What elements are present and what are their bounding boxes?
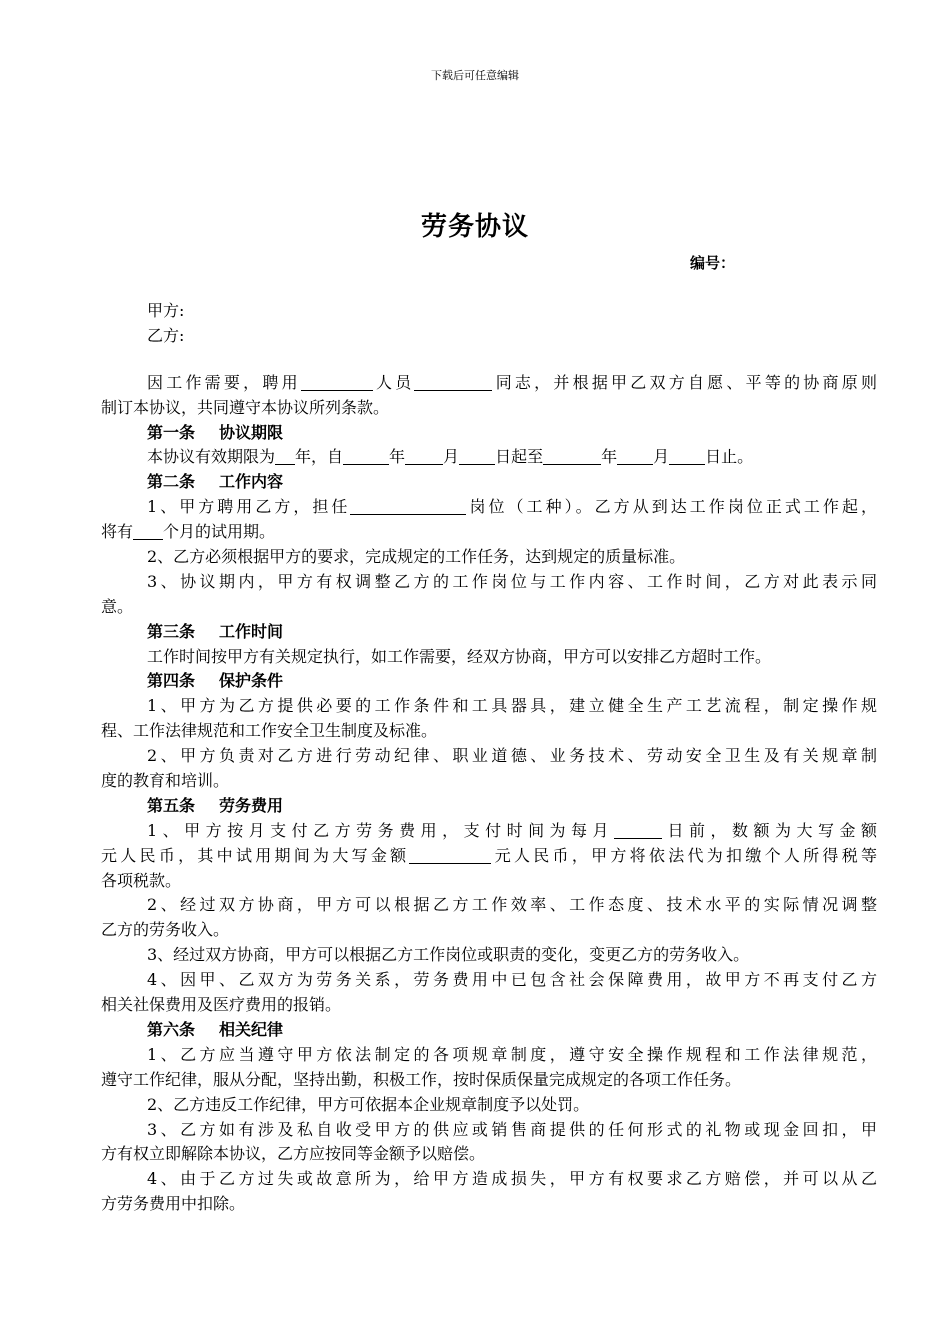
article-4-item-2: 2、甲方负责对乙方进行劳动纪律、职业道德、业务技术、劳动安全卫生及有关规章制 (147, 746, 877, 766)
blank-field[interactable] (405, 449, 443, 465)
article-2-item-1-cont: 将有 个月的试用期。 (101, 522, 276, 542)
article-5-item-2: 2、经过双方协商，甲方可以根据乙方工作效率、工作态度、技术水平的实际情况调整 (147, 895, 877, 915)
blank-field[interactable] (301, 375, 373, 391)
article-2-heading: 第二条 工作内容 (147, 472, 284, 492)
blank-field[interactable] (543, 449, 601, 465)
intro-text: 同志，并根据甲乙双方自愿、平等的协商原则 (492, 372, 877, 392)
blank-field[interactable] (275, 449, 295, 465)
article-6-item-3: 3、乙方如有涉及私自收受甲方的供应或销售商提供的任何形式的礼物或现金回扣，甲 (147, 1119, 877, 1139)
article-4-item-1: 1、甲方为乙方提供必要的工作条件和工具器具，建立健全生产工艺流程，制定操作规 (147, 696, 877, 716)
blank-field[interactable] (350, 499, 466, 515)
article-4-item-1-cont: 程、工作法律规范和工作安全卫生制度及标准。 (101, 721, 438, 741)
blank-field[interactable] (614, 823, 662, 839)
article-5-item-3: 3、经过双方协商，甲方可以根据乙方工作岗位或职责的变化，变更乙方的劳务收入。 (147, 945, 750, 965)
blank-field[interactable] (669, 449, 705, 465)
article-5-item-1: 1、甲方按月支付乙方劳务费用，支付时间为每月 日前，数额为大写金额 (147, 820, 877, 840)
blank-field[interactable] (459, 449, 495, 465)
article-2-item-1: 1、甲方聘用乙方，担任 岗位（工种）。乙方从到达工作岗位正式工作起， (147, 497, 877, 517)
article-2-item-2: 2、乙方必须根据甲方的要求，完成规定的工作任务，达到规定的质量标准。 (147, 547, 686, 567)
article-6-item-2: 2、乙方违反工作纪律，甲方可依据本企业规章制度予以处罚。 (147, 1094, 590, 1114)
document-number-label: 编号： (690, 254, 736, 272)
agreement-body (101, 299, 877, 1217)
article-3-text: 工作时间按甲方有关规定执行，如工作需要，经双方协商，甲方可以安排乙方超时工作。 (147, 646, 772, 666)
article-5-item-2-cont: 乙方的劳务收入。 (101, 920, 230, 940)
article-5-heading: 第五条 劳务费用 (147, 795, 284, 815)
article-6-item-3-cont: 方有权立即解除本协议，乙方应按同等金额予以赔偿。 (101, 1144, 486, 1164)
article-3-heading: 第三条 工作时间 (147, 621, 284, 641)
article-5-item-1-cont2: 各项税款。 (101, 870, 182, 890)
intro-text: 人员 (372, 372, 415, 392)
party-a: 甲方: (147, 301, 185, 320)
header-note: 下载后可任意编辑 (431, 69, 519, 82)
article-6-heading: 第六条 相关纪律 (147, 1019, 284, 1039)
article-6-item-4: 4、由于乙方过失或故意所为，给甲方造成损失，甲方有权要求乙方赔偿，并可以从乙 (147, 1169, 877, 1189)
intro-line-1 (101, 371, 877, 396)
intro-text: 因工作需要，聘用 (147, 372, 301, 392)
article-6-item-4-cont: 方劳务费用中扣除。 (101, 1194, 246, 1214)
blank-field[interactable] (409, 848, 491, 864)
intro-line-2: 制订本协议，共同遵守本协议所列条款。 (101, 397, 390, 417)
article-6-item-1: 1、乙方应当遵守甲方依法制定的各项规章制度，遵守安全操作规程和工作法律规范， (147, 1044, 877, 1064)
blank-field[interactable] (414, 375, 492, 391)
article-2-item-3-cont: 意。 (101, 596, 134, 616)
document-title: 劳务协议 (420, 212, 529, 242)
article-1-text: 本协议有效期限为 年，自 年 月 日起至 年 月 日止。 (147, 447, 754, 467)
blank-field[interactable] (343, 449, 389, 465)
article-4-heading: 第四条 保护条件 (147, 671, 284, 691)
article-5-item-1-cont: 元人民币，其中试用期间为大写金额 元人民币，甲方将依法代为扣缴个人所得税等 (101, 845, 877, 865)
article-2-item-3: 3、协议期内，甲方有权调整乙方的工作岗位与工作内容、工作时间，乙方对此表示同 (147, 571, 877, 591)
blank-field[interactable] (617, 449, 653, 465)
blank-field[interactable] (133, 524, 163, 540)
article-5-item-4: 4、因甲、乙双方为劳务关系，劳务费用中已包含社会保障费用，故甲方不再支付乙方 (147, 970, 877, 990)
party-b: 乙方: (147, 325, 185, 345)
article-6-item-1-cont: 遵守工作纪律，服从分配，坚持出勤，积极工作，按时保质保量完成规定的各项工作任务。 (101, 1069, 742, 1089)
article-4-item-2-cont: 度的教育和培训。 (101, 771, 230, 791)
article-5-item-4-cont: 相关社保费用及医疗费用的报销。 (101, 995, 342, 1015)
article-1-heading: 第一条 协议期限 (147, 422, 284, 442)
